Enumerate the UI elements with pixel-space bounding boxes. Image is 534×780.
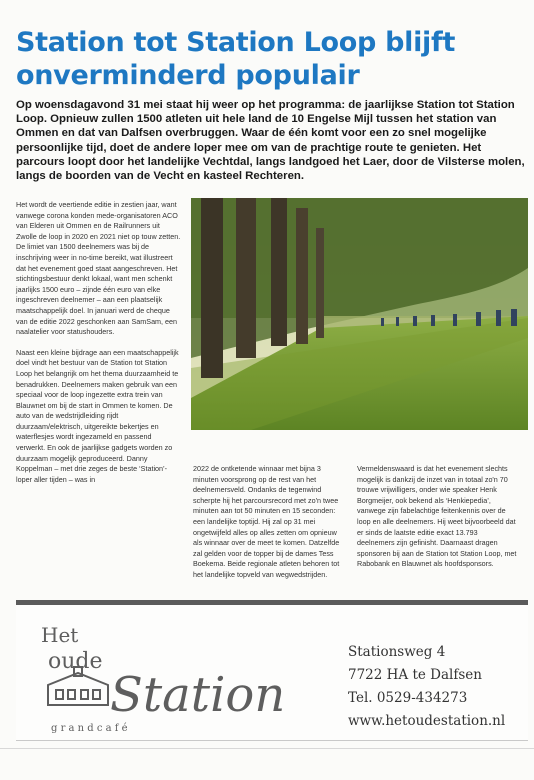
phone-number: Tel. 0529-434273	[348, 690, 468, 706]
runners-photo	[191, 198, 528, 430]
article-column-1	[16, 200, 181, 495]
paragraph: Het wordt de veertiende editie in zestien jaar, want vanwege corona konden mede-organisatoren ACO van Elderen uit Ommen en de Railrunners uit Zwolle de loop in 2020 en 2021 niet op touw zetten. De limiet van 1500 deelnemers was bij de inschrijving weer in no-time bereikt, wat illustreert dat het evenement goed staat aangeschreven. Het stichtingsbestuur denkt lokaal, want men schenkt jaarlijks 1500 euro – zijnde één euro van elke ingeschreven deelnemer – aan een plaatselijk maatschappelijk doel. In januari werd de cheque van de editie 2022 geschonken aan SamSam, een naalatelier voor statushouders.	[16, 200, 181, 337]
logo-station: Station	[110, 667, 286, 723]
logo-het: Het	[41, 623, 79, 647]
advertisement	[16, 605, 528, 741]
logo-oude: oude	[48, 649, 103, 674]
paragraph: 2022 de ontketende winnaar met bijna 3 minuten voorsprong op de rest van het deelnemersveld. Ondanks de tegenwind scherpte hij het parcoursrecord met zo'n twee minuten aan tot 50 minuten en 15 seconden: een landelijke toptijd. Hij zal op 31 mei ongetwijfeld alles op alles zetten om opnieuw als winnaar over de meet te komen. Datzelfde zal gelden voor de topper bij de dames Tess Boekema. Beide regionale atleten behoren tot het landelijke topveld van wegwedstrijden.	[193, 464, 340, 579]
paragraph: Naast een kleine bijdrage aan een maatschappelijk doel vindt het bestuur van de Station tot Station Loop het belangrijk om het thema duurzaamheid te benadrukken. Deelnemers maken gebruik van een speciaal voor de loop ingezette extra trein van Blauwnet om bij de start in Ommen te komen. De auto van de wedstrijdleiding rijdt duurzaam/elektrisch, uitgereikte bekertjes en waterflesjes wordt ingezameld en passend verwerkt. En ook de jaarlijkse gadgets worden zo duurzaam mogelijk geproduceerd. Danny Koppelman – met drie zeges de beste ‘Station’-loper aller tijden – was in	[16, 347, 179, 484]
address-street: Stationsweg 4	[348, 644, 446, 660]
het-oude-station-logo	[26, 613, 326, 735]
article-lead: Op woensdagavond 31 mei staat hij weer op het programma: de jaarlijkse Station tot Station Loop. Opnieuw zullen 1500 atleten uit hele land de 10 Engelse Mijl tussen het station van Ommen en dat van Dalfsen overbruggen. Waar de één komt voor een zo snel mogelijke persoonlijke tijd, doet de andere loper mee om van de prachtige route te genieten. Het parcours loopt door het landelijke Vechtdal, langs landgoed het Laer, door de Vilsterse molen, langs de boorden van de Vecht en kasteel Rechteren.	[16, 99, 525, 183]
article-column-3	[357, 464, 517, 580]
article-column-2	[193, 464, 348, 591]
logo-grand-cafe: g r a n d c a f é	[51, 723, 128, 734]
paragraph: Vermeldenswaard is dat het evenement slechts mogelijk is dankzij de inzet van in totaal zo'n 70 trouwe vrijwilligers, onder wie speaker Henk Borgmeijer, ook bekend als ‘Henkiepedia’, vanwege zijn fabelachtige feitenkennis over de loop en alle deelnemers. Hij weet bijvoorbeeld dat er sinds de laatste editie exact 13.793 deelnemers zijn gefinisht. Daarnaast dragen sponsoren bij aan de Station tot Station Loop, met Rabobank en Blauwnet als hoofdsponsors.	[357, 464, 517, 569]
address-city: 7722 HA te Dalfsen	[348, 667, 482, 683]
page-bottom-rule	[0, 748, 534, 749]
address-block	[348, 641, 528, 733]
website-url: www.hetoudestation.nl	[348, 713, 506, 729]
article-title: Station tot Station Loop blijft onverminderd populair	[16, 27, 456, 92]
